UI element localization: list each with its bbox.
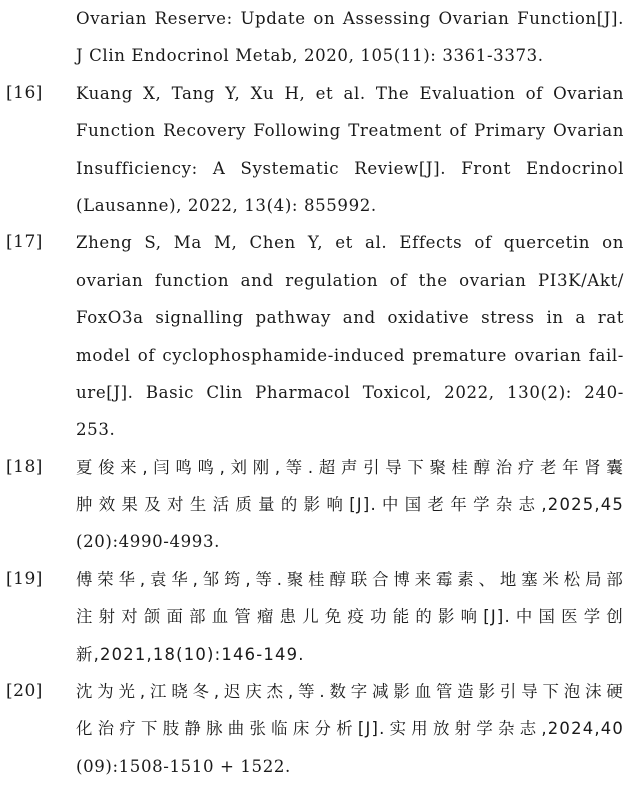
reference-entry (0, 561, 632, 673)
reference-line: 新,2021,18(10):146-149. (76, 644, 305, 664)
reference-line: 沈为光,江晓冬,迟庆杰,等.数字减影血管造影引导下泡沫硬 (76, 682, 624, 702)
reference-text (76, 561, 624, 673)
reference-line: 傅荣华,袁华,邹筠,等.聚桂醇联合博来霉素、地塞米松局部 (76, 569, 624, 589)
reference-text (76, 0, 624, 75)
reference-text (76, 224, 624, 448)
reference-number: [16] (6, 82, 43, 103)
reference-line: 注射对颌面部血管瘤患儿免疫功能的影响[J].中国医学创 (76, 607, 624, 627)
reference-line: Kuang X, Tang Y, Xu H, et al. The Evaluation of Ovarian (76, 83, 624, 103)
reference-line: (20):4990-4993. (76, 532, 220, 552)
reference-line: 253. (76, 420, 116, 440)
reference-entry (0, 0, 632, 75)
reference-entry (0, 75, 632, 225)
reference-line: Insufficiency: A Systematic Review[J]. Front Endocrinol (76, 158, 624, 178)
reference-line: (09):1508-1510 + 1522. (76, 756, 291, 776)
reference-entry (0, 673, 632, 785)
reference-line: ovarian function and regulation of the ovarian PI3K/Akt/ (76, 270, 624, 290)
reference-line: ure[J]. Basic Clin Pharmacol Toxicol, 2022, 130(2): 240- (76, 382, 624, 402)
reference-entry (0, 449, 632, 561)
reference-line: Function Recovery Following Treatment of Primary Ovarian (76, 121, 624, 141)
reference-line: 化治疗下肢静脉曲张临床分析[J].实用放射学杂志,2024,40 (76, 719, 624, 739)
reference-number: [20] (6, 681, 43, 702)
reference-line: (Lausanne), 2022, 13(4): 855992. (76, 195, 377, 215)
reference-line: 肿效果及对生活质量的影响[J].中国老年学杂志,2025,45 (76, 495, 624, 515)
reference-line: J Clin Endocrinol Metab, 2020, 105(11): 3361-3373. (76, 46, 544, 66)
reference-line: model of cyclophosphamide-induced premature ovarian fail- (76, 345, 624, 365)
reference-line: FoxO3a signalling pathway and oxidative stress in a rat (76, 308, 624, 328)
reference-text (76, 449, 624, 561)
reference-line: Ovarian Reserve: Update on Assessing Ovarian Function[J]. (76, 9, 624, 28)
reference-number: [17] (6, 232, 43, 253)
reference-number: [19] (6, 568, 43, 589)
reference-entry (0, 224, 632, 448)
reference-line: 夏俊来,闫鸣鸣,刘刚,等.超声引导下聚桂醇治疗老年肾囊 (76, 457, 624, 477)
reference-text (76, 75, 624, 225)
reference-line: Zheng S, Ma M, Chen Y, et al. Effects of quercetin on (76, 233, 624, 253)
reference-number: [18] (6, 456, 43, 477)
reference-text (76, 673, 624, 785)
